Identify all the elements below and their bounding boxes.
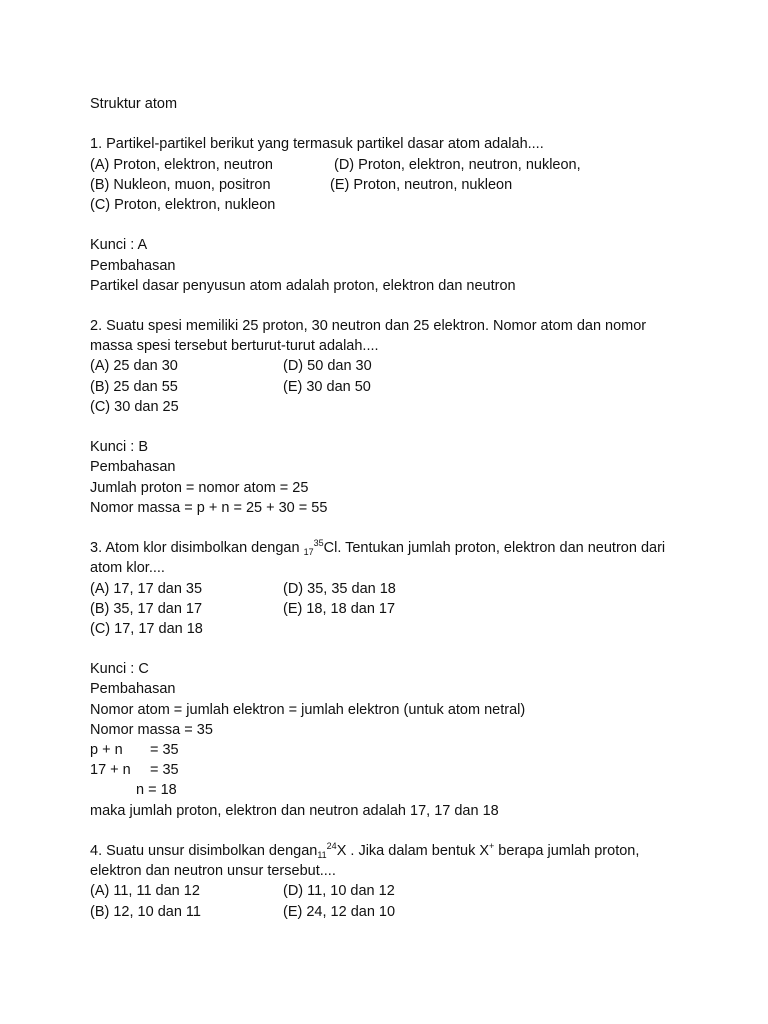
q2-option-d: (D) 50 dan 30 (283, 358, 372, 375)
q3-pembahasan-label: Pembahasan (90, 681, 176, 698)
q3-mass-number: 35 (313, 538, 324, 549)
q4-atomic-number: 11 (317, 849, 327, 860)
q3-explanation-line-2: Nomor massa = 35 (90, 721, 213, 738)
q3-eq2-right: = 35 (150, 762, 179, 779)
q2-explanation-line-1: Jumlah proton = nomor atom = 25 (90, 479, 309, 496)
spacer (90, 639, 730, 659)
q2-option-a: (A) 25 dan 30 (90, 358, 178, 375)
spacer (90, 417, 730, 437)
q1-option-a: (A) Proton, elektron, neutron (90, 156, 273, 173)
q2-explanation-line-2: Nomor massa = p + n = 25 + 30 = 55 (90, 499, 328, 516)
question-4-text-line-1 (90, 841, 730, 861)
question-3-text-line-2: atom klor.... (90, 560, 165, 577)
q2-answer-key: Kunci : B (90, 439, 149, 456)
document-title: Struktur atom (90, 96, 178, 112)
question-4-options-row-2 (90, 902, 730, 922)
document-page (90, 94, 730, 922)
question-1-options-row-1 (90, 155, 730, 175)
q1-option-e: (E) Proton, neutron, nukleon (330, 176, 513, 193)
spacer (90, 821, 730, 841)
q3-question-prefix: 3. Atom klor disimbolkan dengan (90, 540, 304, 557)
q4-option-a: (A) 11, 11 dan 12 (90, 883, 200, 900)
q3-eq3: n = 18 (136, 782, 177, 799)
q3-option-a: (A) 17, 17 dan 35 (90, 580, 203, 597)
question-2-options-row-1 (90, 356, 730, 376)
question-4-options-row-1 (90, 881, 730, 901)
question-3-text-line-1 (90, 538, 730, 558)
q3-explanation-line-4 (90, 760, 730, 780)
q3-atomic-number: 17 (303, 547, 314, 558)
q3-answer-key: Kunci : C (90, 661, 149, 678)
q4-symbol: X . Jika dalam bentuk X (336, 842, 490, 859)
q2-option-e: (E) 30 dan 50 (283, 378, 371, 395)
question-4-text-line-2: elektron dan neutron unsur tersebut.... (90, 863, 336, 880)
q3-explanation-line-3 (90, 740, 730, 760)
q3-explanation-line-1: Nomor atom = jumlah elektron = jumlah elektron (untuk atom netral) (90, 701, 526, 718)
q4-mass-number: 24 (326, 840, 337, 851)
question-3-options-row-2 (90, 599, 730, 619)
q1-option-b: (B) Nukleon, muon, positron (90, 176, 271, 193)
q3-option-c: (C) 17, 17 dan 18 (90, 620, 203, 637)
spacer (90, 215, 730, 235)
q3-eq1-left: p + n (90, 742, 123, 758)
q4-question-prefix: 4. Suatu unsur disimbolkan dengan (90, 842, 318, 859)
q3-option-d: (D) 35, 35 dan 18 (283, 580, 396, 597)
q1-answer-key: Kunci : A (90, 237, 148, 254)
q3-option-b: (B) 35, 17 dan 17 (90, 600, 203, 617)
q1-option-c: (C) Proton, elektron, nukleon (90, 196, 276, 213)
q2-option-c: (C) 30 dan 25 (90, 398, 179, 415)
q3-option-e: (E) 18, 18 dan 17 (283, 600, 396, 617)
q4-question-suffix: berapa jumlah proton, (494, 842, 640, 859)
q1-option-d: (D) Proton, elektron, neutron, nukleon, (334, 156, 581, 173)
spacer (90, 518, 730, 538)
q4-option-b: (B) 12, 10 dan 11 (90, 903, 201, 920)
spacer (90, 296, 730, 316)
q4-option-e: (E) 24, 12 dan 10 (283, 903, 396, 920)
q3-eq2-left: 17 + n (90, 762, 131, 779)
q2-pembahasan-label: Pembahasan (90, 459, 176, 476)
q4-charge: + (489, 840, 495, 851)
question-1-options-row-2 (90, 175, 730, 195)
q3-question-suffix: Cl. Tentukan jumlah proton, elektron dan neutron dari (323, 540, 666, 557)
q3-eq1-right: = 35 (150, 742, 179, 758)
question-2-text-line-1: 2. Suatu spesi memiliki 25 proton, 30 neutron dan 25 elektron. Nomor atom dan nomor (90, 318, 647, 335)
q4-option-d: (D) 11, 10 dan 12 (283, 883, 395, 900)
question-2-options-row-2 (90, 377, 730, 397)
spacer (90, 114, 730, 134)
q3-explanation-line-6: maka jumlah proton, elektron dan neutron adalah 17, 17 dan 18 (90, 802, 499, 819)
q3-explanation-line-5 (90, 780, 730, 800)
question-1-text: 1. Partikel-partikel berikut yang termasuk partikel dasar atom adalah.... (90, 136, 544, 153)
q1-explanation: Partikel dasar penyusun atom adalah proton, elektron dan neutron (90, 277, 516, 294)
question-2-text-line-2: massa spesi tersebut berturut-turut adalah.... (90, 338, 379, 355)
q1-pembahasan-label: Pembahasan (90, 257, 176, 274)
question-3-options-row-1 (90, 579, 730, 599)
q2-option-b: (B) 25 dan 55 (90, 378, 178, 395)
